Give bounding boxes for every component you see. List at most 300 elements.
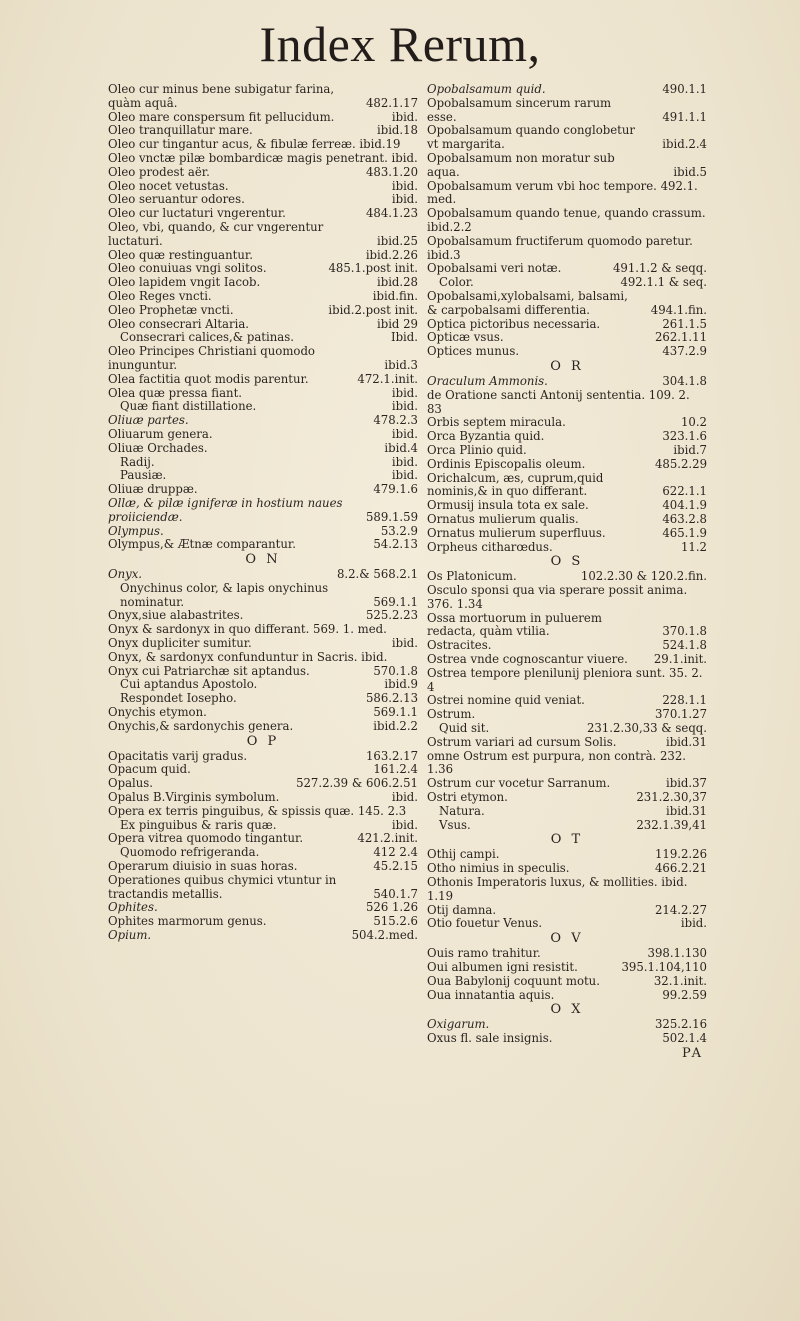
entry-text: Ophites.: [108, 900, 158, 915]
entry-reference: 479.1.6: [373, 482, 418, 497]
entry-text: Oliuæ Orchades.: [108, 440, 208, 455]
entry-text: Onychis,& sardonychis genera.: [108, 718, 294, 733]
index-entry: [427, 708, 707, 722]
entry-text: Olympus.: [108, 523, 164, 538]
entry-reference: 484.1.23: [365, 206, 418, 221]
letter-section-heading: O S: [550, 554, 584, 570]
entry-reference: ibid.2.26: [365, 247, 418, 262]
entry-text: Ouis ramo trahitur.: [427, 946, 541, 961]
entry-reference: 231.2.30,37: [636, 790, 707, 805]
index-entry: [108, 525, 418, 539]
entry-text: Quomodo refrigeranda.: [120, 845, 260, 860]
index-entry: [427, 527, 707, 541]
entry-reference: ibid.: [391, 454, 418, 469]
index-entry: [108, 874, 418, 902]
index-entry: [427, 791, 707, 805]
index-entry: [108, 791, 418, 805]
entry-reference: ibid.: [391, 109, 418, 124]
entry-reference: ibid.31: [665, 803, 707, 818]
index-entry: [427, 499, 707, 513]
entry-text: Ossa mortuorum in puluerem redacta, quàm vtilia.: [427, 610, 602, 639]
index-entry: [108, 166, 418, 180]
entry-reference: 228.1.1: [662, 693, 707, 708]
entry-reference: ibid.5: [673, 164, 707, 179]
entry-reference: 526 1.26: [365, 900, 418, 915]
entry-reference: ibid.: [391, 399, 418, 414]
entry-text: Othonis Imperatoris luxus, & mollities. ibid. 1.19: [427, 875, 688, 903]
entry-text: Opera vitrea quomodo tingantur.: [108, 831, 304, 846]
index-entry: [108, 111, 418, 125]
entry-text: Pausiæ.: [120, 468, 167, 483]
entry-text: Oleo cur luctaturi vngerentur.: [108, 206, 286, 221]
entry-text: Operarum diuisio in suas horas.: [108, 859, 298, 874]
entry-reference: ibid.: [391, 426, 418, 441]
entry-reference: ibid.: [391, 790, 418, 805]
entry-reference: 29.1.init.: [653, 652, 707, 667]
index-entry: [108, 469, 418, 483]
entry-reference: 472.1.init.: [357, 371, 418, 386]
index-entry: [108, 290, 418, 304]
index-entry: [108, 763, 418, 777]
entry-text: Opalus B.Virginis symbolum.: [108, 790, 280, 805]
index-entry: [427, 989, 707, 1003]
entry-reference: 214.2.27: [654, 902, 707, 917]
entry-text: Onyx.: [108, 567, 143, 582]
entry-text: Orca Plinio quid.: [427, 442, 527, 457]
entry-reference: ibid 29: [376, 316, 418, 331]
index-entry: [108, 276, 418, 290]
index-entry: [108, 428, 418, 442]
entry-reference: 492.1.1 & seq.: [620, 275, 707, 290]
entry-text: Oraculum Ammonis.: [427, 373, 548, 388]
index-entry: [427, 612, 707, 640]
entry-text: Oleo vnctæ pilæ bombardicæ magis penetrant. ibid.: [108, 150, 418, 165]
index-entry: [427, 472, 707, 500]
entry-text: Vsus.: [439, 817, 471, 832]
entry-reference: 540.1.7: [373, 886, 418, 901]
index-entry: [427, 389, 707, 417]
index-entry: [108, 832, 418, 846]
entry-reference: 119.2.26: [654, 847, 707, 862]
index-entry: [427, 1018, 707, 1032]
entry-reference: 231.2.30,33 & seqq.: [586, 721, 707, 736]
index-entry: [427, 961, 707, 975]
entry-reference: 466.2.21: [654, 861, 707, 876]
entry-reference: 504.2.med.: [351, 928, 418, 943]
index-entry: [427, 207, 707, 235]
entry-text: Opobalsamum fructiferum quomodo paretur. ibid.3: [427, 233, 693, 262]
index-entry: [108, 777, 418, 791]
index-entry: [108, 860, 418, 874]
index-entry: [108, 609, 418, 623]
index-entry: [427, 444, 707, 458]
index-entry: [108, 568, 418, 582]
index-entry: [427, 124, 707, 152]
entry-reference: 463.2.8: [662, 511, 707, 526]
entry-text: Otij damna.: [427, 902, 497, 917]
entry-text: Operationes quibus chymici vtuntur in tractandis metallis.: [108, 872, 337, 901]
entry-text: Onyx cui Patriarchæ sit aptandus.: [108, 663, 310, 678]
entry-reference: 482.1.17: [365, 95, 418, 110]
entry-text: Oleo consecrari Altaria.: [108, 316, 250, 331]
entry-text: Oleo Principes Christiani quomodo inunguntur.: [108, 344, 315, 372]
index-entry: [427, 777, 707, 791]
entry-text: Optica pictoribus necessaria.: [427, 316, 601, 331]
entry-text: Ostrea vnde cognoscantur viuere.: [427, 652, 628, 667]
entry-text: Opticæ vsus.: [427, 330, 504, 345]
index-entry: [108, 706, 418, 720]
index-entry: [108, 692, 418, 706]
index-entry: [108, 750, 418, 764]
entry-text: Osculo sponsi qua via sperare possit anima. 376. 1.34: [427, 583, 688, 611]
entry-text: Opobalsamum quando conglobetur vt margarita.: [427, 123, 635, 152]
entry-text: Ostrea tempore plenilunij pleniora sunt. 35. 2. 4: [427, 665, 703, 694]
entry-text: Onyx, & sardonyx confunduntur in Sacris. ibid.: [108, 649, 388, 664]
entry-text: Opera ex terris pinguibus, & spissis quæ. 145. 2.3: [108, 803, 407, 818]
entry-text: Ornatus mulierum superfluus.: [427, 525, 606, 540]
entry-reference: 398.1.130: [647, 946, 707, 961]
entry-text: Oleo lapidem vngit Iacob.: [108, 275, 261, 290]
entry-reference: 11.2: [680, 539, 707, 554]
entry-text: Oleo Prophetæ vncti.: [108, 302, 234, 317]
index-entry: [427, 262, 707, 276]
index-entry: [108, 400, 418, 414]
catchword: PA: [682, 1046, 703, 1061]
entry-text: Opobalsamum quid.: [427, 82, 546, 96]
entry-reference: ibid.9: [384, 677, 418, 692]
entry-text: Respondet Iosepho.: [120, 691, 237, 706]
index-entry: [427, 667, 707, 695]
entry-reference: 527.2.39 & 606.2.51: [296, 776, 418, 791]
entry-reference: 53.2.9: [380, 523, 418, 538]
index-entry: [427, 430, 707, 444]
letter-section-heading: O X: [550, 1002, 584, 1018]
entry-text: Ophites marmorum genus.: [108, 914, 267, 929]
entry-text: Natura.: [439, 803, 485, 818]
entry-reference: ibid.fin.: [372, 288, 418, 303]
index-entry: [427, 876, 707, 904]
entry-text: Oleo prodest aër.: [108, 164, 210, 179]
entry-text: Oua innatantia aquis.: [427, 987, 555, 1002]
entry-text: Consecrari calices,& patinas.: [120, 330, 294, 345]
entry-reference: 524.1.8: [662, 638, 707, 653]
entry-reference: ibid.: [391, 468, 418, 483]
index-entry: [427, 318, 707, 332]
index-entry: [108, 138, 418, 152]
entry-reference: 262.1.11: [654, 330, 707, 345]
entry-text: de Oratione sancti Antonij sententia. 109. 2. 83: [427, 387, 690, 416]
entry-reference: 491.1.1: [662, 109, 707, 124]
entry-reference: ibid.: [391, 385, 418, 400]
index-entry: [427, 848, 707, 862]
entry-text: Oleo cur tingantur acus, & fibulæ ferreæ. ibid.19: [108, 137, 401, 152]
index-entry: [108, 720, 418, 734]
index-entry: [108, 819, 418, 833]
entry-reference: ibid.28: [376, 275, 418, 290]
entry-reference: 622.1.1: [662, 484, 707, 499]
index-entry: [427, 375, 707, 389]
entry-text: Orichalcum, æs, cuprum,quid nominis,& in quo differant.: [427, 470, 604, 499]
index-entry: [108, 442, 418, 456]
entry-text: Orca Byzantia quid.: [427, 429, 545, 444]
entry-text: Othij campi.: [427, 847, 500, 862]
entry-reference: 421.2.init.: [357, 831, 418, 846]
index-entry: [108, 582, 418, 610]
entry-text: Opalus.: [108, 776, 154, 791]
letter-section-heading: O V: [550, 931, 584, 947]
entry-reference: ibid.31: [665, 734, 707, 749]
entry-text: Ex pinguibus & raris quæ.: [120, 817, 277, 832]
entry-text: Opobalsamum non moratur sub aqua.: [427, 150, 615, 179]
letter-section-heading: O N: [245, 552, 281, 568]
index-entry: [108, 249, 418, 263]
entry-reference: 515.2.6: [373, 914, 418, 929]
entry-text: omne Ostrum est purpura, non contrà. 232. 1.36: [427, 748, 687, 777]
index-entry: [427, 416, 707, 430]
index-entry: [427, 722, 707, 736]
index-entry: [108, 124, 418, 138]
index-entry: [108, 538, 418, 552]
entry-reference: 494.1.fin.: [650, 302, 707, 317]
index-entry: [108, 623, 418, 637]
entry-reference: 370.1.8: [662, 624, 707, 639]
entry-text: Ostrum variari ad cursum Solis.: [427, 734, 617, 749]
index-entry: [427, 276, 707, 290]
index-entry: [108, 318, 418, 332]
entry-reference: ibid.: [680, 916, 707, 931]
entry-reference: 10.2: [680, 415, 707, 430]
index-entry: [427, 736, 707, 750]
entry-reference: 161.2.4: [373, 762, 418, 777]
letter-section-heading: O P: [246, 733, 280, 749]
index-entry: [427, 947, 707, 961]
entry-text: Opobalsami veri notæ.: [427, 261, 562, 276]
entry-reference: 8.2.& 568.2.1: [336, 567, 418, 582]
index-entry: [427, 1032, 707, 1046]
index-entry: [108, 304, 418, 318]
entry-reference: 483.1.20: [365, 164, 418, 179]
entry-reference: 232.1.39,41: [636, 817, 707, 832]
letter-section-heading: O R: [550, 358, 584, 374]
entry-text: Otho nimius in speculis.: [427, 861, 570, 876]
index-entry: [108, 221, 418, 249]
entry-text: Oxigarum.: [427, 1017, 490, 1032]
entry-text: Oleo mare conspersum fit pellucidum.: [108, 109, 335, 124]
entry-text: Orbis septem miracula.: [427, 415, 566, 430]
entry-reference: 485.2.29: [654, 456, 707, 471]
index-entry: [427, 975, 707, 989]
entry-text: Olea quæ pressa fiant.: [108, 385, 242, 400]
entry-reference: ibid.37: [665, 776, 707, 791]
index-entry: [108, 805, 418, 819]
entry-reference: 502.1.4: [662, 1031, 707, 1046]
index-entry: [427, 513, 707, 527]
index-entry: [108, 665, 418, 679]
entry-reference: 261.1.5: [662, 316, 707, 331]
index-entry: [108, 207, 418, 221]
entry-reference: ibid.2.2: [373, 718, 418, 733]
entry-text: Oleo nocet vetustas.: [108, 178, 229, 193]
index-entry: [427, 458, 707, 472]
entry-text: Oxus fl. sale insignis.: [427, 1031, 553, 1046]
entry-text: Cui aptandus Apostolo.: [120, 677, 258, 692]
index-entry: [108, 915, 418, 929]
index-entry: [108, 497, 418, 525]
entry-text: Oua Babylonij coquunt motu.: [427, 973, 600, 988]
entry-text: Quæ fiant distillatione.: [120, 399, 257, 414]
entry-reference: 395.1.104,110: [621, 960, 707, 975]
entry-text: Oliuæ partes.: [108, 413, 189, 428]
entry-reference: ibid.18: [376, 123, 418, 138]
index-entry: [427, 917, 707, 931]
entry-text: Ornatus mulierum qualis.: [427, 511, 579, 526]
entry-text: Onyx dupliciter sumitur.: [108, 636, 252, 651]
entry-reference: 570.1.8: [373, 663, 418, 678]
entry-text: Orpheus citharœdus.: [427, 539, 553, 554]
entry-text: Opobalsamum verum vbi hoc tempore. 492.1. med.: [427, 178, 698, 207]
entry-text: Onychis etymon.: [108, 705, 207, 720]
entry-text: Opacum quid.: [108, 762, 191, 777]
entry-text: Otio fouetur Venus.: [427, 916, 543, 931]
entry-text: Ostrei nomine quid veniat.: [427, 693, 585, 708]
index-entry: [108, 373, 418, 387]
entry-reference: ibid.3: [384, 357, 418, 372]
entry-reference: 437.2.9: [662, 344, 707, 359]
entry-reference: 569.1.1: [373, 705, 418, 720]
entry-text: Oui albumen igni resistit.: [427, 960, 578, 975]
entry-reference: 491.1.2 & seqq.: [612, 261, 707, 276]
index-entry: [108, 637, 418, 651]
entry-text: Ordinis Episcopalis oleum.: [427, 456, 586, 471]
letter-section-heading: O T: [550, 832, 584, 848]
entry-text: Ostrum.: [427, 707, 476, 722]
index-entry: [108, 331, 418, 345]
entry-reference: ibid.2.4: [662, 137, 707, 152]
entry-text: Onyx & sardonyx in quo differant. 569. 1. med.: [108, 622, 387, 637]
entry-text: Olympus,& Ætnæ comparantur.: [108, 537, 296, 552]
entry-reference: 54.2.13: [373, 537, 418, 552]
index-entry: [108, 345, 418, 373]
index-entry: [108, 456, 418, 470]
entry-reference: 589.1.59: [365, 509, 418, 524]
entry-reference: 323.1.6: [662, 429, 707, 444]
index-entry: [427, 152, 707, 180]
index-entry: [108, 901, 418, 915]
entry-reference: 490.1.1: [662, 82, 707, 96]
entry-text: Oleo conuiuas vngi solitos.: [108, 261, 267, 276]
entry-reference: ibid.: [391, 192, 418, 207]
entry-text: Oleo seruantur odores.: [108, 192, 245, 207]
index-entry: [427, 694, 707, 708]
index-entry: [108, 180, 418, 194]
entry-reference: 569.1.1: [373, 594, 418, 609]
index-entry: [108, 83, 418, 111]
entry-text: Oleo cur minus bene subigatur farina, quàm aquâ.: [108, 82, 335, 110]
index-entry: [108, 262, 418, 276]
index-entry: [108, 846, 418, 860]
entry-text: Ormusij insula tota ex sale.: [427, 498, 589, 513]
entry-text: Oleo tranquillatur mare.: [108, 123, 253, 138]
entry-reference: ibid.: [391, 817, 418, 832]
entry-reference: 586.2.13: [365, 691, 418, 706]
entry-reference: ibid.7: [673, 442, 707, 457]
entry-text: Onyx,siue alabastrites.: [108, 608, 244, 623]
index-entry: [108, 929, 418, 943]
index-entry: [427, 97, 707, 125]
index-entry: [427, 345, 707, 359]
index-entry: [427, 584, 707, 612]
index-entry: [427, 83, 707, 97]
entry-reference: ibid.25: [376, 233, 418, 248]
entry-reference: Ibid.: [390, 330, 418, 345]
entry-reference: 412 2.4: [373, 845, 418, 860]
entry-text: Oliuæ druppæ.: [108, 482, 198, 497]
index-entry: [427, 819, 707, 833]
index-entry: [108, 387, 418, 401]
entry-text: Olea factitia quot modis parentur.: [108, 371, 309, 386]
entry-text: Os Platonicum.: [427, 569, 517, 584]
index-entry: [108, 651, 418, 665]
index-entry: [427, 541, 707, 555]
entry-reference: 102.2.30 & 120.2.fin.: [580, 569, 707, 584]
entry-text: Oleo quæ restinguantur.: [108, 247, 253, 262]
entry-text: Ollæ, & pilæ igniferæ in hostium naues proiiciendæ.: [108, 495, 343, 524]
index-entry: [427, 180, 707, 208]
entry-text: Optices munus.: [427, 344, 520, 359]
entry-reference: 304.1.8: [662, 373, 707, 388]
index-entry: [427, 290, 707, 318]
index-entry: [108, 483, 418, 497]
entry-text: Opacitatis varij gradus.: [108, 748, 248, 763]
entry-reference: ibid.: [391, 178, 418, 193]
index-entry: [427, 331, 707, 345]
entry-text: Oliuarum genera.: [108, 426, 213, 441]
index-entry: [427, 235, 707, 263]
index-entry: [427, 750, 707, 778]
entry-text: Oleo, vbi, quando, & cur vngerentur luctaturi.: [108, 219, 324, 248]
entry-reference: ibid.: [391, 636, 418, 651]
entry-text: Opium.: [108, 928, 152, 943]
entry-text: Ostri etymon.: [427, 790, 508, 805]
entry-reference: 465.1.9: [662, 525, 707, 540]
entry-reference: 525.2.23: [365, 608, 418, 623]
entry-reference: 45.2.15: [373, 859, 418, 874]
index-entry: [427, 639, 707, 653]
entry-reference: 163.2.17: [365, 748, 418, 763]
entry-text: Quid sit.: [439, 721, 490, 736]
entry-reference: 32.1.init.: [653, 973, 707, 988]
index-entry: [427, 862, 707, 876]
index-entry: [427, 805, 707, 819]
index-entry: [108, 678, 418, 692]
entry-reference: 325.2.16: [654, 1017, 707, 1032]
entry-reference: 485.1.post init.: [328, 261, 418, 276]
entry-text: Ostracites.: [427, 638, 492, 653]
entry-reference: 370.1.27: [654, 707, 707, 722]
entry-text: Opobalsamum sincerum rarum esse.: [427, 95, 612, 124]
index-entry: [108, 414, 418, 428]
index-entry: [108, 152, 418, 166]
entry-text: Opobalsami,xylobalsami, balsami, & carpobalsami differentia.: [427, 288, 628, 317]
entry-text: Radij.: [120, 454, 155, 469]
entry-reference: ibid.4: [384, 440, 418, 455]
index-column-left: [108, 83, 418, 943]
page-title: Index Rerum,: [259, 16, 541, 72]
entry-text: Opobalsamum quando tenue, quando crassum. ibid.2.2: [427, 206, 706, 234]
index-entry: [427, 653, 707, 667]
index-entry: [427, 570, 707, 584]
entry-reference: 478.2.3: [373, 413, 418, 428]
